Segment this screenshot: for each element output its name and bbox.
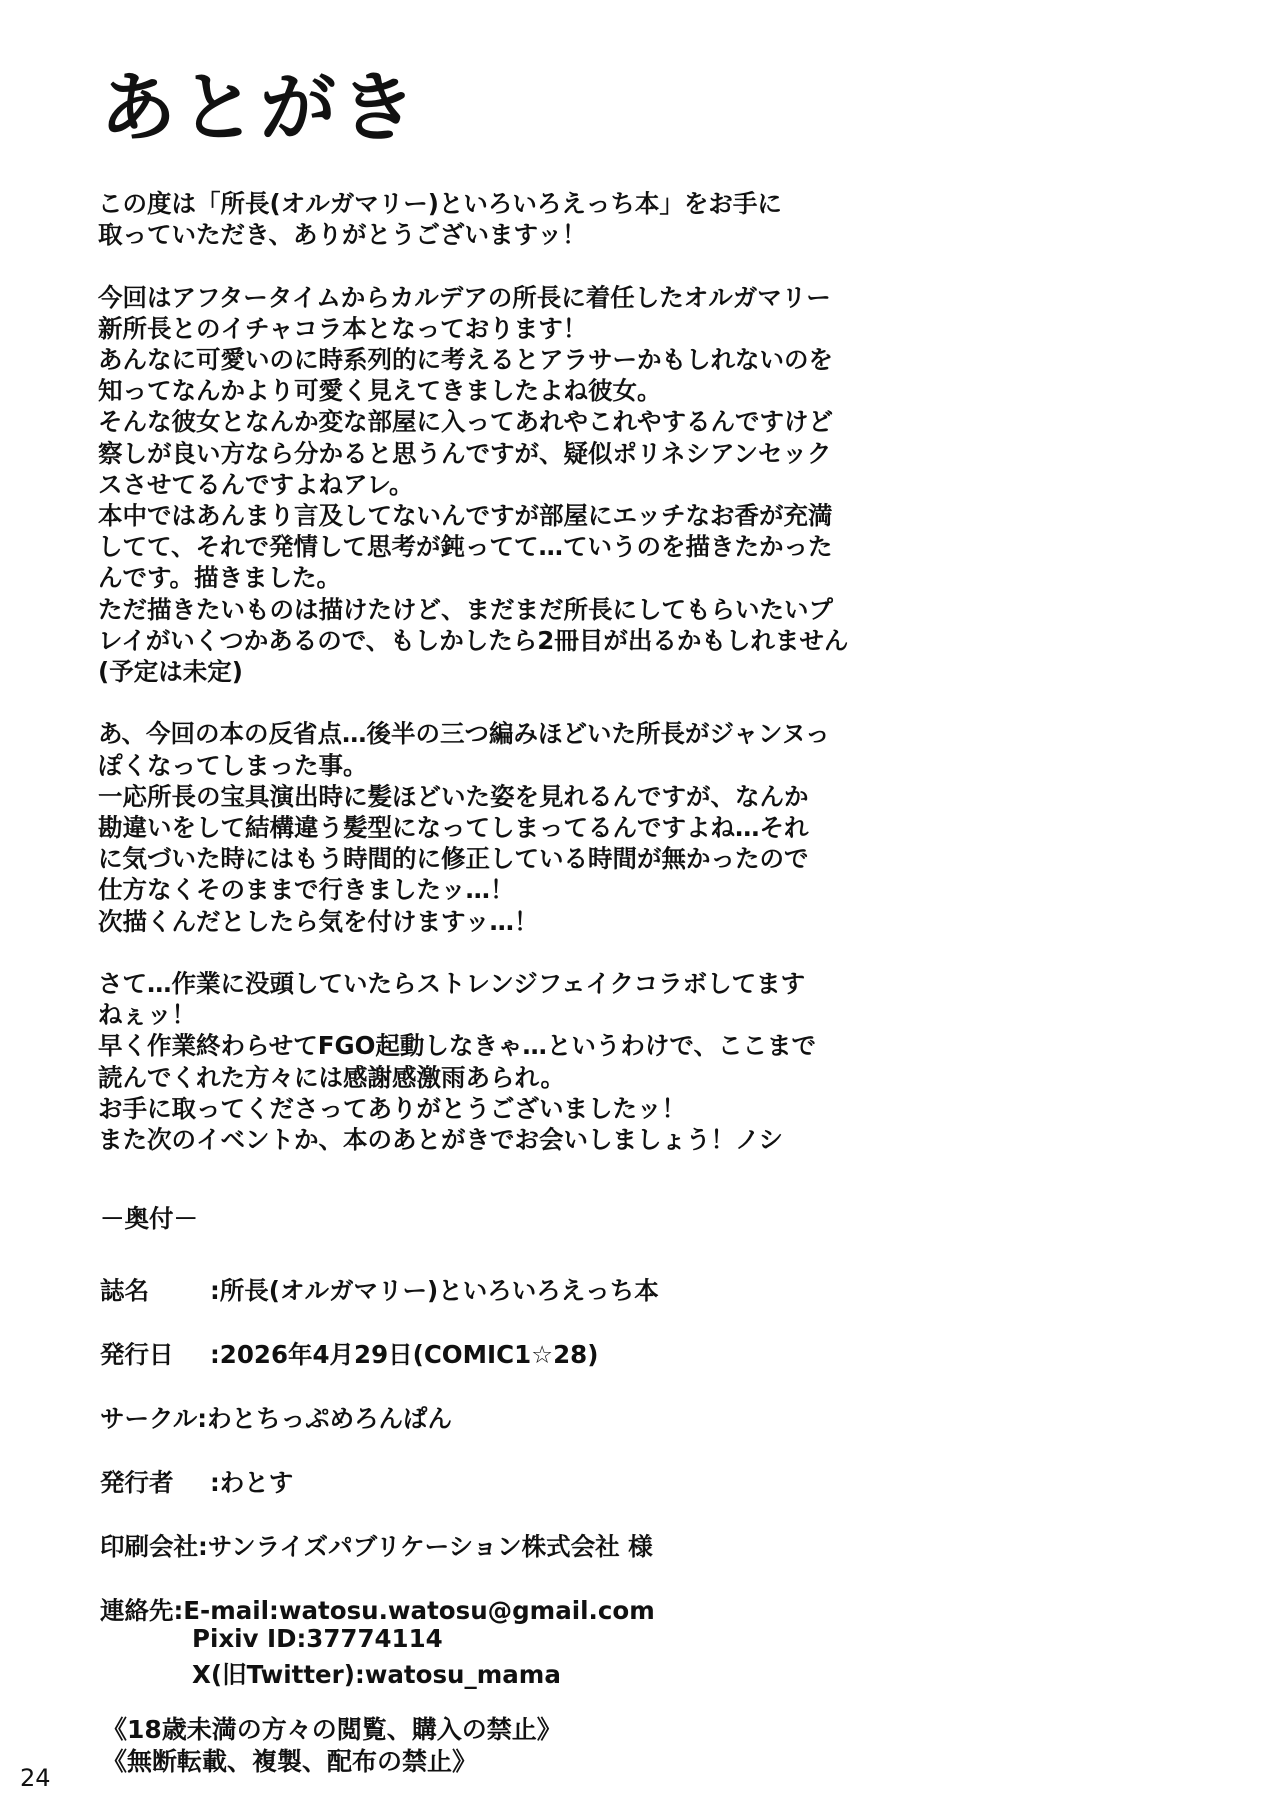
colophon-title-value: :所長(オルガマリー)といろいろえっち本 — [210, 1276, 659, 1305]
text-line: (予定は未定) — [98, 657, 243, 687]
text-line: レイがいくつかあるので、もしかしたら2冊目が出るかもしれません — [98, 625, 849, 655]
text-line: してて、それで発情して思考が鈍ってて…ていうのを描きたかった — [98, 532, 833, 562]
text-line: 新所長とのイチャコラ本となっております！ — [98, 313, 588, 343]
text-line: 仕方なくそのままで行きましたッ…！ — [98, 875, 515, 905]
text-line: 次描くんだとしたら気を付けますッ…！ — [98, 906, 539, 936]
colophon-publisher-value: :わとす — [210, 1468, 294, 1497]
text-line: 知ってなんかより可愛く見えてきましたよね彼女。 — [98, 376, 662, 406]
text-line: 取っていただき、ありがとうございますッ！ — [98, 220, 587, 250]
colophon-printer-value: :サンライズパブリケーション株式会社 様 — [198, 1532, 653, 1561]
text-line: 早く作業終わらせてFGO起動しなきゃ…というわけで、ここまで — [98, 1031, 816, 1061]
page-title: あとがき — [100, 63, 420, 152]
text-line: あ、今回の本の反省点…後半の三つ編みほどいた所長がジャンヌっ — [98, 719, 830, 749]
text-line: ねぇッ！ — [98, 1000, 196, 1030]
paragraph-2 — [98, 282, 1178, 688]
paragraph-4 — [98, 968, 1178, 1155]
text-line: ぽくなってしまった事。 — [98, 750, 368, 780]
page-number: 24 — [20, 1764, 51, 1792]
text-line: 勘違いをして結構違う髪型になってしまってるんですよね…それ — [98, 813, 809, 843]
text-line: ただ描きたいものは描けたけど、まだまだ所長にしてもらいたいプ — [98, 594, 833, 624]
text-line: また次のイベントか、本のあとがきでお会いしましょう！ノシ — [98, 1125, 784, 1155]
colophon-date-label: 発行日 — [100, 1340, 174, 1369]
text-line: 一応所長の宝具演出時に髪ほどいた姿を見れるんですが、なんか — [98, 781, 809, 811]
text-line: あんなに可愛いのに時系列的に考えるとアラサーかもしれないのを — [98, 345, 833, 374]
colophon-printer-label: 印刷会社 — [100, 1532, 198, 1561]
colophon-contact-pixiv: Pixiv ID:37774114 — [192, 1624, 443, 1653]
colophon-circle-label: サークル — [100, 1404, 198, 1433]
colophon-contact-row — [100, 1592, 655, 1627]
text-line: お手に取ってくださってありがとうございましたッ！ — [98, 1093, 686, 1123]
text-line: 今回はアフタータイムからカルデアの所長に着任したオルガマリー — [98, 282, 831, 312]
colophon-date-value: :2026年4月29日(COMIC1☆28) — [210, 1340, 599, 1369]
colophon-heading: －奥付－ — [100, 1204, 198, 1233]
colophon-title-label: 誌名 — [100, 1276, 149, 1305]
colophon-contact-email: :E-mail:watosu.watosu@gmail.com — [173, 1596, 655, 1625]
paragraph-1 — [98, 188, 1178, 250]
text-line: んです。描きました。 — [98, 563, 342, 593]
text-line: この度は「所長(オルガマリー)といろいろえっち本」をお手に — [98, 189, 782, 218]
text-line: 本中ではあんまり言及してないんですが部屋にエッチなお香が充満 — [98, 501, 833, 531]
colophon-date-row — [100, 1336, 598, 1371]
colophon-circle-value: :わとちっぷめろんぱん — [197, 1404, 453, 1433]
text-line: さて…作業に没頭していたらストレンジフェイクコラボしてます — [98, 969, 806, 999]
colophon-contact-x: X(旧Twitter):watosu_mama — [192, 1660, 561, 1689]
text-line: に気づいた時にはもう時間的に修正している時間が無かったので — [98, 844, 809, 874]
colophon-publisher-label: 発行者 — [100, 1468, 174, 1497]
afterword-body — [98, 188, 1178, 1186]
colophon-publisher-row — [100, 1464, 293, 1499]
colophon-title-row — [100, 1272, 659, 1307]
text-line: そんな彼女となんか変な部屋に入ってあれやこれやするんですけど — [98, 407, 833, 437]
colophon-circle-row — [100, 1400, 452, 1435]
text-line: 読んでくれた方々には感謝感激雨あられ。 — [98, 1062, 565, 1092]
colophon-printer-row — [100, 1528, 653, 1563]
colophon-contact-label: 連絡先 — [100, 1596, 174, 1625]
paragraph-3 — [98, 718, 1178, 936]
text-line: スさせてるんですよねアレ。 — [98, 469, 414, 499]
age-restriction-notice: 《18歳未満の方々の閲覧、購入の禁止》 — [102, 1715, 562, 1744]
text-line: 察しが良い方なら分かると思うんですが、疑似ポリネシアンセック — [98, 438, 832, 468]
copyright-notice: 《無断転載、複製、配布の禁止》 — [102, 1747, 478, 1776]
